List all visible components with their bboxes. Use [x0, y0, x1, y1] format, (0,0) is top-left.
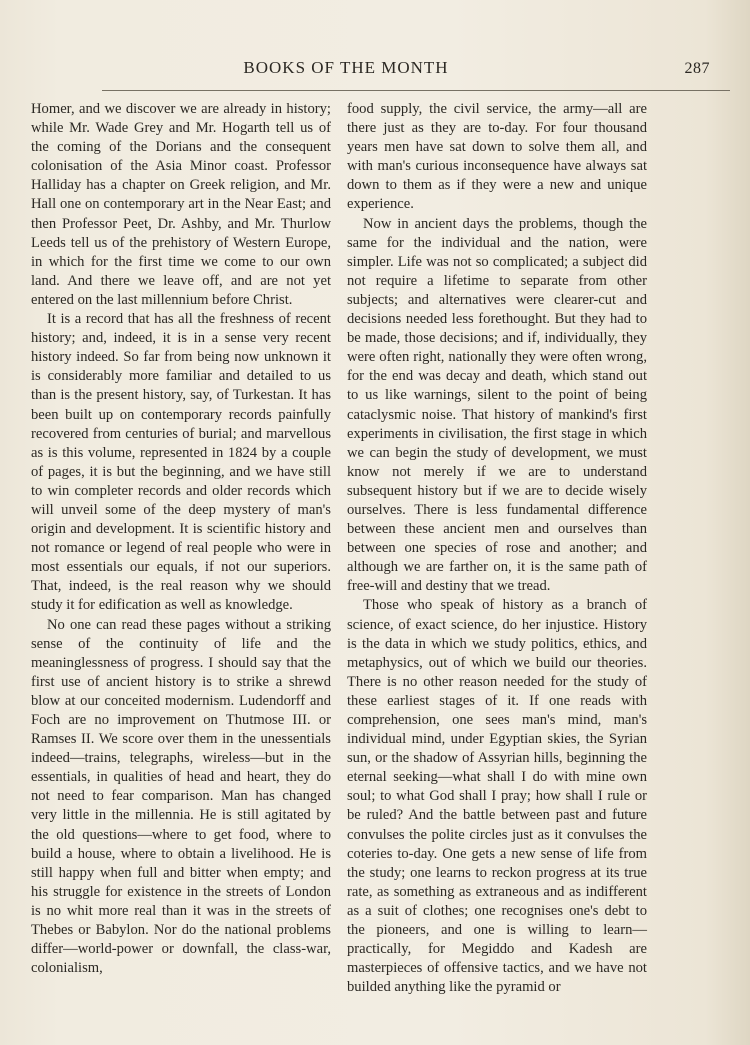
page-number: 287 — [684, 60, 710, 77]
paragraph: Homer, and we discover we are already in history; while Mr. Wade Grey and Mr. Hogarth tell us of the coming of the Dorians and the consequent colonisation of the Asia Minor coast. Professor Halliday has a chapter on Greek religion, and Mr. Hall one on contemporary art in the Near East; and then Professor Peet, Dr. Ashby, and Mr. Thurlow Leeds tell us of the prehistory of Western Europe, in which for the first time we come to our own land. And there we leave off, and are not yet entered on the last millennium before Christ. — [31, 101, 331, 308]
right-column — [347, 100, 647, 997]
paragraph: No one can read these pages without a striking sense of the continuity of life and the meaninglessness of progress. I should say that the first use of ancient history is to strike a shrewd blow at our conceited modernism. Ludendorff and Foch are no improvement on Thutmose III. or Ramses II. We score over them in the unessentials indeed—trains, telegraphs, wireless—but in the essentials, in qualities of head and heart, they do not need to fear comparison. Man has changed very little in the millennia. He is still agitated by the old questions—where to get food, where to build a house, where to obtain a livelihood. He is still happy when full and bitter when empty; and his struggle for existence in the streets of London is no whit more real than it was in the streets of Thebes or Babylon. Nor do the national problems differ—world-power or downfall, the class-war, colonialism, — [31, 616, 331, 977]
header-rule — [102, 90, 730, 91]
paragraph: Now in ancient days the problems, though the same for the individual and the nation, were simpler. Life was not so complicated; a subject did not require a lifetime to separate from other subjects; and alternatives were clearer-cut and decisions needed less forethought. But they had to be made, those decisions; and if, individually, they were often right, nationally they were often wrong, for the end was decay and death, which stand out to us like warnings, silent to the point of being cataclysmic noise. That history of mankind's first experiments in civilisation, the first stage in which we can begin the study of development, we must know not merely if we are to understand subsequent history but if we are to decide wisely ourselves. There is less fundamental difference between these ancient men and ourselves than between one species of rose and another; and although we are farther on, it is the same path of free-will and destiny that we tread. — [347, 215, 647, 595]
running-header — [6, 56, 750, 80]
left-column — [31, 100, 331, 978]
paragraph: food supply, the civil service, the army—all are there just as they are to-day. For four thousand years men have sat down to solve them all, and with man's curious inconsequence have always sat down to them as if they were a new and unique experience. — [347, 101, 647, 213]
paragraph: It is a record that has all the freshness of recent history; and, indeed, it is in a sense very recent history indeed. So far from being now unknown it is considerably more familiar and detailed to us than is the present history, say, of Turkestan. It has been built up on contemporary records painfully recovered from centuries of burial; and marvellous as is this volume, represented in 1824 by a couple of pages, it is but the beginning, and we have still to win completer records and older records which will unveil some of the deep mystery of man's origin and development. It is scientific history and not romance or legend of real people who were in most essentials our equals, if not our superiors. That, indeed, is the real reason why we should study it for edification as well as knowledge. — [31, 311, 331, 614]
running-title: BOOKS OF THE MONTH — [243, 58, 449, 77]
paragraph: Those who speak of history as a branch of science, of exact science, do her injustice. History is the data in which we study politics, ethics, and metaphysics, out of which we build our theories. There is no other reason needed for the study of these earliest stages of it. If one reads with comprehension, one sees man's mind, man's individual mind, under Egyptian skies, the Syrian sun, or the shadow of Assyrian hills, beginning the eternal seeking—what shall I do with mine own soul; to what God shall I pray; how shall I rule or be ruled? And the battle between past and future convulses the polite circles just as it convulses the coteries to-day. One gets a new sense of life from the study; one learns to reckon progress at its true rate, as something as extraneous and as indifferent as a suit of clothes; one recognises one's debt to the pioneers, and one is willing to learn—practically, for Megiddo and Kadesh are masterpieces of offensive tactics, and we have not builded anything like the pyramid or — [347, 597, 647, 996]
